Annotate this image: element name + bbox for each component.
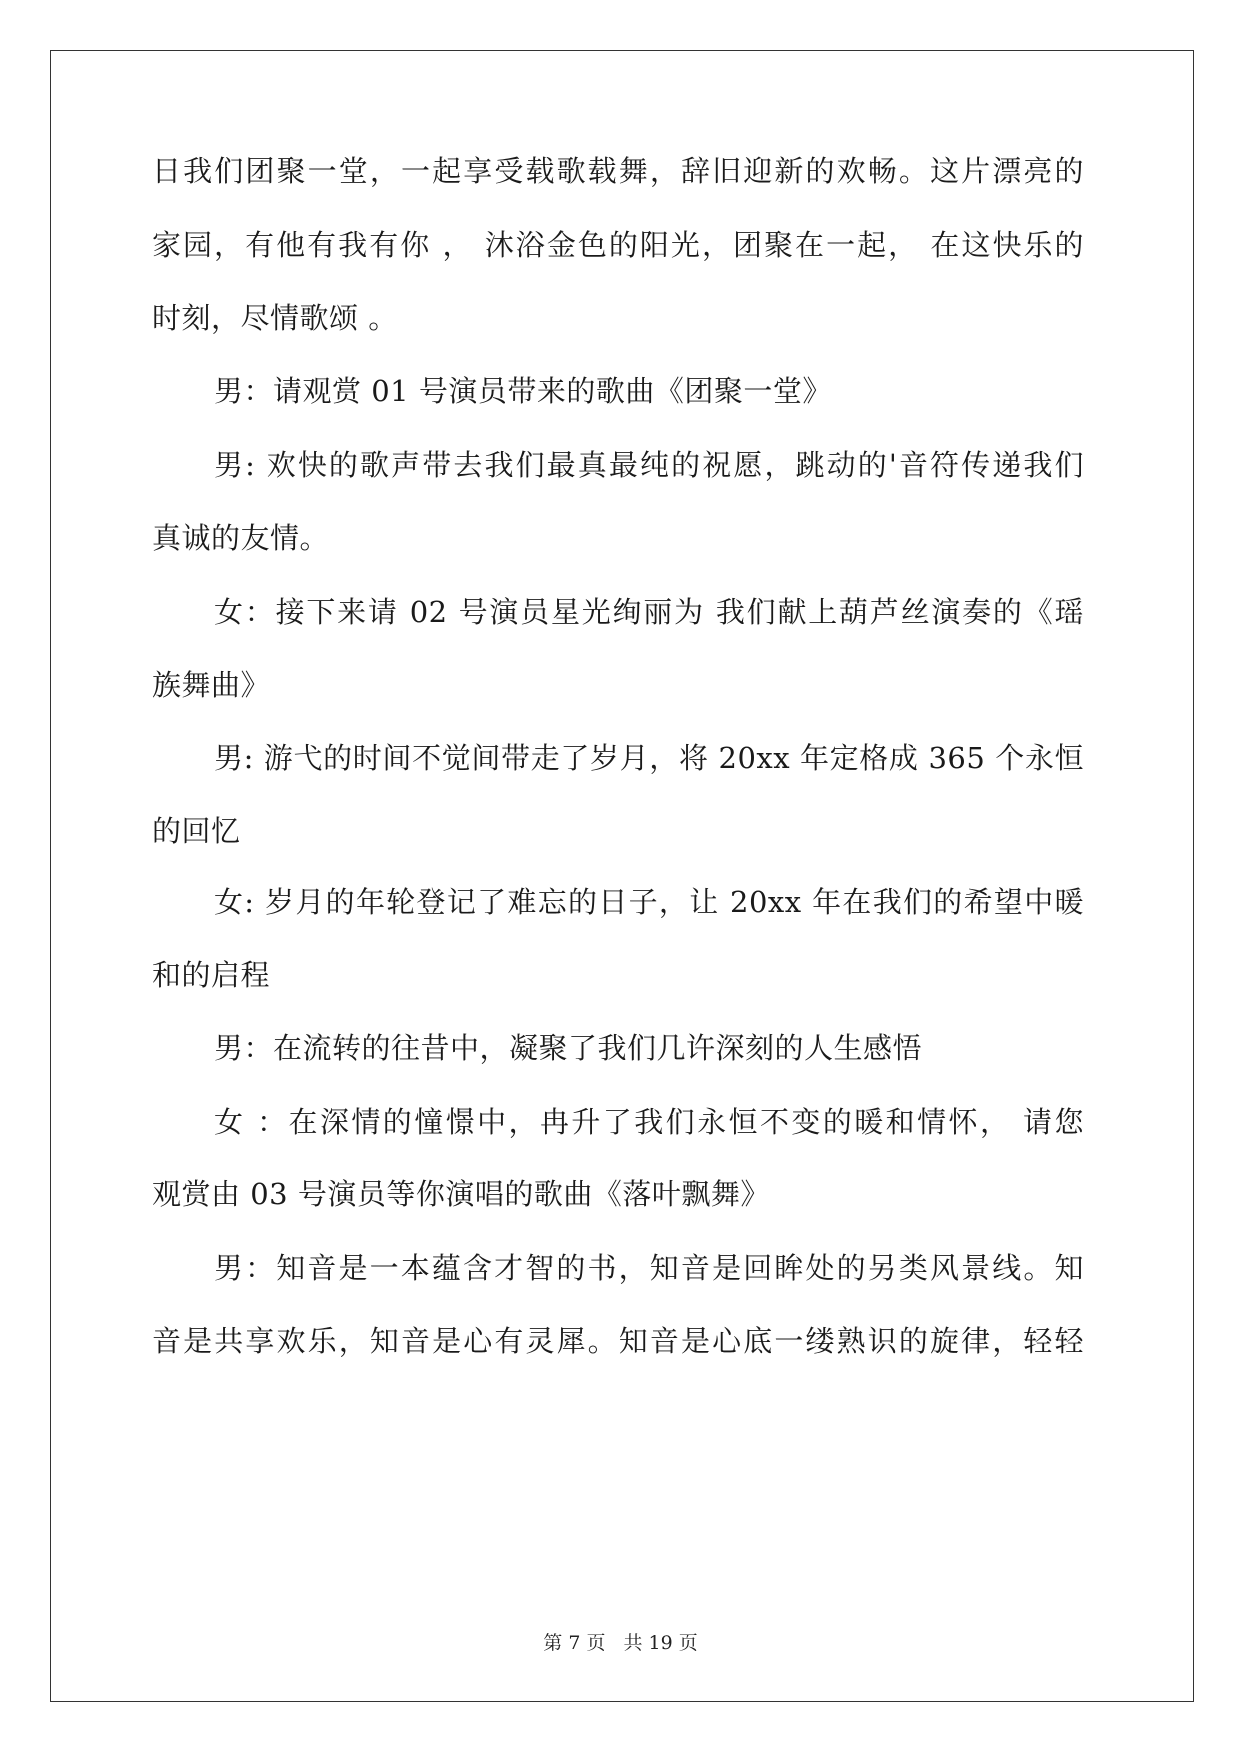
page-footer (0, 1631, 1241, 1655)
body-line: 的回忆 (152, 814, 241, 848)
body-line: 男: 游弋的时间不觉间带走了岁月，将 20xx 年定格成 365 个永恒 (214, 741, 1084, 775)
page-border (50, 50, 1194, 1702)
body-line: 观赏由 03 号演员等你演唱的歌曲《落叶飘舞》 (152, 1177, 770, 1211)
body-line: 音是共享欢乐，知音是心有灵犀。知音是心底一缕熟识的旋律，轻轻 (152, 1324, 1084, 1358)
body-line: 男：请观赏 01 号演员带来的歌曲《团聚一堂》 (214, 374, 832, 408)
body-line: 女 ：在深情的憧憬中，冉升了我们永恒不变的暖和情怀， 请您 (214, 1105, 1084, 1139)
body-line: 日我们团聚一堂，一起享受载歌载舞，辞旧迎新的欢畅。这片漂亮的 (152, 154, 1084, 188)
body-line: 男：在流转的往昔中，凝聚了我们几许深刻的人生感悟 (214, 1031, 923, 1065)
page-number: 第 7 页 (543, 1632, 606, 1654)
body-line: 和的启程 (152, 958, 271, 992)
body-line: 男：知音是一本蕴含才智的书，知音是回眸处的另类风景线。知 (214, 1251, 1084, 1285)
body-line: 族舞曲》 (152, 668, 271, 702)
body-line: 女: 岁月的年轮登记了难忘的日子，让 20xx 年在我们的希望中暖 (214, 885, 1084, 919)
body-line: 女：接下来请 02 号演员星光绚丽为 我们献上葫芦丝演奏的《瑶 (214, 595, 1084, 629)
page-total: 共 19 页 (623, 1632, 698, 1654)
body-line: 家园，有他有我有你 ， 沐浴金色的阳光，团聚在一起， 在这快乐的 (152, 228, 1084, 262)
body-line: 时刻，尽情歌颂 。 (152, 301, 398, 335)
body-line: 真诚的友情。 (152, 521, 330, 555)
body-line: 男: 欢快的歌声带去我们最真最纯的祝愿，跳动的'音符传递我们 (214, 448, 1084, 482)
